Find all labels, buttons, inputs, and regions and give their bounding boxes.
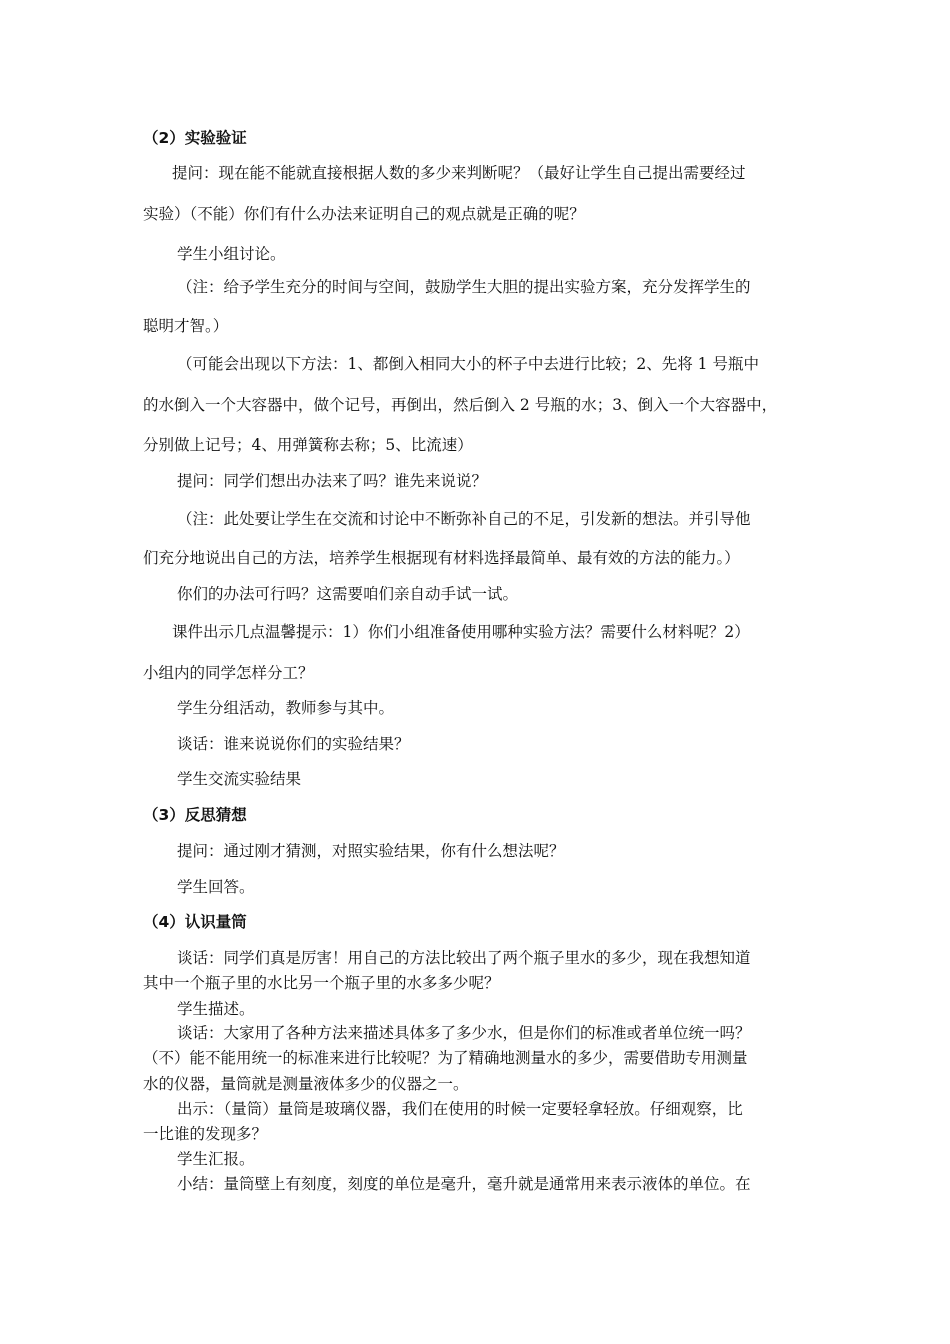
section-heading: （4）认识量筒 bbox=[143, 913, 247, 931]
paragraph-line: （不）能不能用统一的标准来进行比较呢？为了精确地测量水的多少，需要借助专用测量 bbox=[143, 1049, 748, 1067]
paragraph-line: 学生回答。 bbox=[177, 878, 255, 896]
paragraph-line: 一比谁的发现多？ bbox=[143, 1125, 268, 1143]
paragraph-line: 谈话：大家用了各种方法来描述具体多了多少水，但是你们的标准或者单位统一吗？ bbox=[177, 1024, 751, 1042]
paragraph-line: 分别做上记号；4、用弹簧称去称；5、比流速） bbox=[143, 436, 473, 454]
paragraph-line: 其中一个瓶子里的水比另一个瓶子里的水多多少呢？ bbox=[143, 974, 500, 992]
paragraph-line: 学生小组讨论。 bbox=[177, 245, 286, 263]
paragraph-line: 课件出示几点温馨提示：1）你们小组准备使用哪种实验方法？需要什么材料呢？2） bbox=[172, 623, 750, 641]
paragraph-line: 提问：现在能不能就直接根据人数的多少来判断呢？（最好让学生自己提出需要经过 bbox=[172, 164, 746, 182]
paragraph-line: 小结：量筒壁上有刻度，刻度的单位是毫升，毫升就是通常用来表示液体的单位。在 bbox=[177, 1175, 751, 1193]
paragraph-line: 们充分地说出自己的方法，培养学生根据现有材料选择最简单、最有效的方法的能力。） bbox=[143, 549, 740, 567]
paragraph-line: （可能会出现以下方法：1、都倒入相同大小的杯子中去进行比较；2、先将 1 号瓶中 bbox=[177, 355, 759, 373]
paragraph-line: 谈话：谁来说说你们的实验结果？ bbox=[177, 735, 410, 753]
paragraph-line: 学生交流实验结果 bbox=[177, 770, 302, 788]
paragraph-line: 谈话：同学们真是厉害！用自己的方法比较出了两个瓶子里水的多少，现在我想知道 bbox=[177, 949, 751, 967]
paragraph-line: 提问：通过刚才猜测，对照实验结果，你有什么想法呢？ bbox=[177, 842, 565, 860]
section-heading: （2）实验验证 bbox=[143, 129, 247, 147]
paragraph-line: （注：给予学生充分的时间与空间，鼓励学生大胆的提出实验方案，充分发挥学生的 bbox=[177, 278, 751, 296]
paragraph-line: 小组内的同学怎样分工？ bbox=[143, 664, 314, 682]
paragraph-line: 学生描述。 bbox=[177, 1000, 255, 1018]
paragraph-line: 提问：同学们想出办法来了吗？谁先来说说？ bbox=[177, 472, 488, 490]
paragraph-line: 聪明才智。） bbox=[143, 317, 229, 335]
paragraph-line: 水的仪器，量筒就是测量液体多少的仪器之一。 bbox=[143, 1075, 469, 1093]
paragraph-line: 出示：（量筒）量筒是玻璃仪器，我们在使用的时候一定要轻拿轻放。仔细观察，比 bbox=[177, 1100, 743, 1118]
paragraph-line: 你们的办法可行吗？这需要咱们亲自动手试一试。 bbox=[177, 585, 519, 603]
paragraph-line: 实验）（不能）你们有什么办法来证明自己的观点就是正确的呢？ bbox=[143, 205, 585, 223]
paragraph-line: 学生汇报。 bbox=[177, 1150, 255, 1168]
paragraph-line: （注：此处要让学生在交流和讨论中不断弥补自己的不足，引发新的想法。并引导他 bbox=[177, 510, 751, 528]
paragraph-line: 的水倒入一个大容器中，做个记号，再倒出，然后倒入 2 号瓶的水；3、倒入一个大容器中， bbox=[143, 396, 778, 414]
section-heading: （3）反思猜想 bbox=[143, 806, 247, 824]
paragraph-line: 学生分组活动，教师参与其中。 bbox=[177, 699, 395, 717]
